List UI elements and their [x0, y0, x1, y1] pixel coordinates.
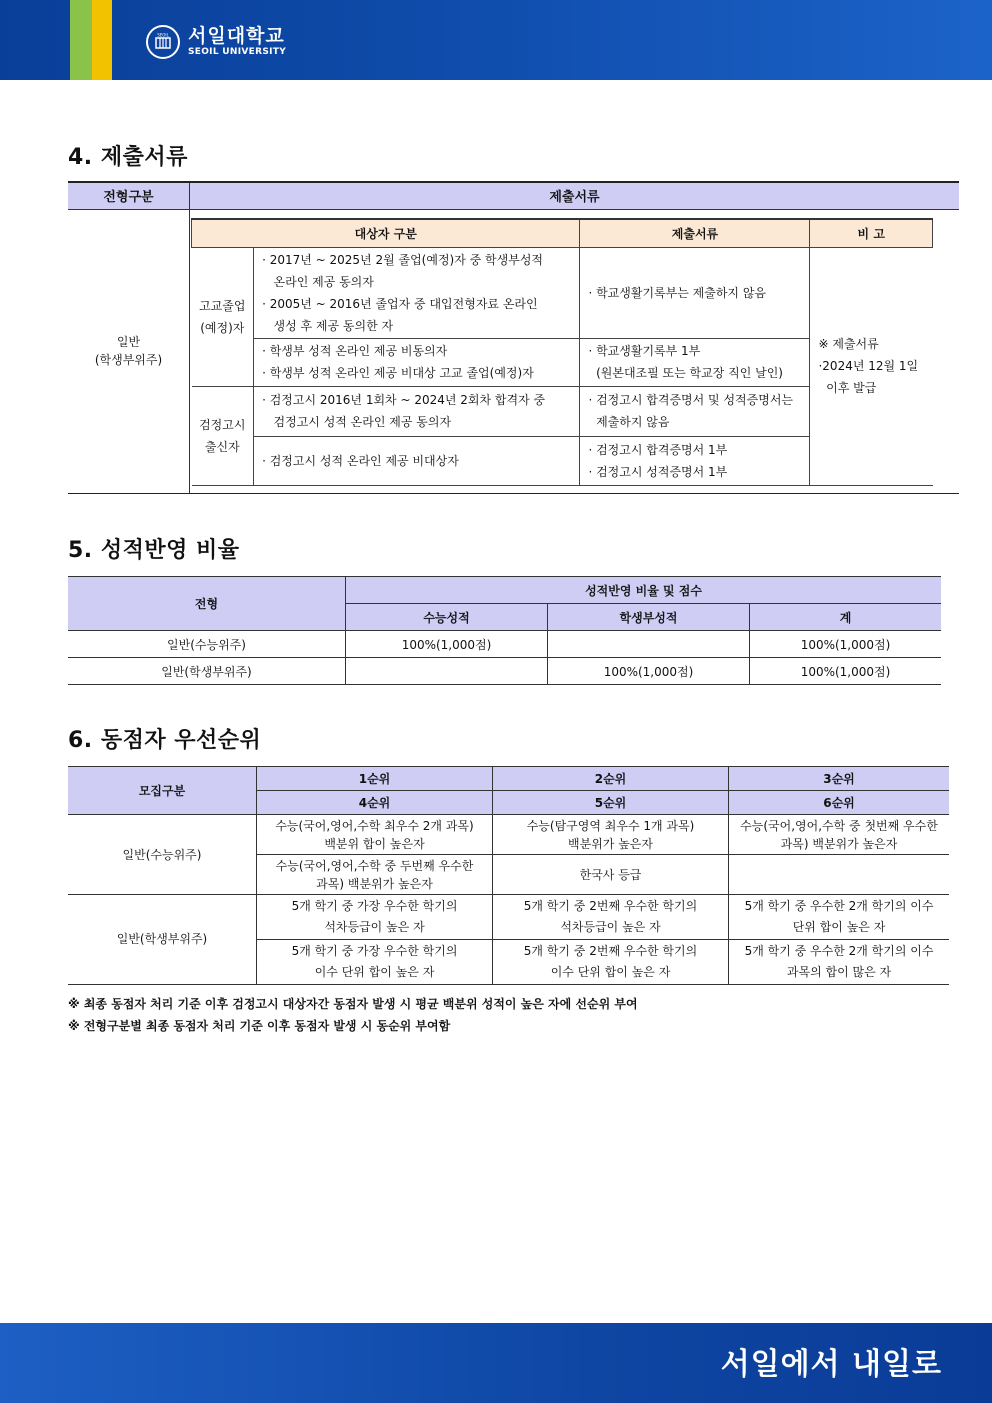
- school-rank-5: 5개 학기 중 2번째 우수한 학기의 이수 단위 합이 높은 자: [493, 940, 729, 985]
- target-row-1: · 2017년 ~ 2025년 2월 졸업(예정)자 중 학생부성적 온라인 제공 동의자 · 2005년 ~ 2016년 졸업자 중 대입전형자료 온라인 생성 후 제공 동의한 자: [254, 247, 580, 338]
- docs-row-1: · 학교생활기록부는 제출하지 않음: [580, 247, 810, 338]
- logo-korean-name: 서일대학교: [188, 25, 285, 47]
- docs-row-3: · 검정고시 합격증명서 및 성적증명서는 제출하지 않음: [580, 386, 810, 436]
- inner-note-header: 비 고: [810, 219, 933, 247]
- suneung-rank-5: 한국사 등급: [493, 855, 729, 895]
- section-6-title: 6. 동점자 우선순위: [68, 728, 262, 753]
- tiebreak-note-2: ※ 전형구분별 최종 동점자 처리 기준 이후 동점자 발생 시 동순위 부여함: [68, 1019, 451, 1033]
- score-ratio-table: [68, 576, 941, 685]
- score-col-suneung: 수능성적: [346, 604, 548, 631]
- rank-2: 2순위: [493, 767, 729, 791]
- target-row-2: · 학생부 성적 온라인 제공 비동의자 · 학생부 성적 온라인 제공 비대상 고교 졸업(예정)자: [254, 338, 580, 386]
- logo-emblem-icon: [146, 25, 180, 59]
- tiebreak-note-1: ※ 최종 동점자 처리 기준 이후 검정고시 대상자간 동점자 발생 시 평균 백분위 성적이 높은 자에 선순위 부여: [68, 997, 638, 1011]
- group-suneung: 일반(수능위주): [68, 815, 257, 895]
- type-general-school-record: 일반 (학생부위주): [68, 209, 190, 493]
- school-rank-2: 5개 학기 중 2번째 우수한 학기의 석차등급이 높은 자: [493, 895, 729, 940]
- logo-badge-text: SEOIL: [157, 32, 169, 38]
- section-5-title: 5. 성적반영 비율: [68, 538, 240, 563]
- university-logo[interactable]: [146, 22, 286, 62]
- score-col-type: 전형: [68, 577, 346, 631]
- inner-target-header: 대상자 구분: [192, 219, 580, 247]
- rank-5: 5순위: [493, 791, 729, 815]
- school-rank-3: 5개 학기 중 우수한 2개 학기의 이수 단위 합이 높은 자: [729, 895, 950, 940]
- score-col-group: 성적반영 비율 및 점수: [346, 577, 942, 604]
- docs-row-4: · 검정고시 합격증명서 1부 · 검정고시 성적증명서 1부: [580, 436, 810, 485]
- suneung-rank-1: 수능(국어,영어,수학 최우수 2개 과목) 백분위 합이 높은자: [257, 815, 493, 855]
- col-docs-header: 제출서류: [190, 182, 960, 209]
- tie-col-type: 모집구분: [68, 767, 257, 815]
- school-rank-6: 5개 학기 중 우수한 2개 학기의 이수 과목의 합이 많은 자: [729, 940, 950, 985]
- tiebreak-priority-table: [68, 766, 949, 985]
- inner-docs-header: 제출서류: [580, 219, 810, 247]
- header-stripe-yellow: [92, 0, 112, 80]
- group-ged-holder: 검정고시 출신자: [192, 386, 254, 485]
- school-rank-1: 5개 학기 중 가장 우수한 학기의 석차등급이 높은 자: [257, 895, 493, 940]
- docs-row-2: · 학교생활기록부 1부 (원본대조필 또는 학교장 직인 날인): [580, 338, 810, 386]
- score-col-school: 학생부성적: [548, 604, 750, 631]
- rank-1: 1순위: [257, 767, 493, 791]
- table-row: 일반(수능위주) 100%(1,000점) 100%(1,000점): [68, 631, 941, 658]
- target-row-3: · 검정고시 2016년 1회차 ~ 2024년 2회차 합격자 중 검정고시 성적 온라인 제공 동의자: [254, 386, 580, 436]
- col-type-header: 전형구분: [68, 182, 190, 209]
- score-col-total: 계: [750, 604, 942, 631]
- table-row: 일반(학생부위주) 100%(1,000점) 100%(1,000점): [68, 658, 941, 685]
- rank-3: 3순위: [729, 767, 950, 791]
- target-row-4: · 검정고시 성적 온라인 제공 비대상자: [254, 436, 580, 485]
- remark-cell: ※ 제출서류 ·2024년 12월 1일 이후 발급: [810, 247, 933, 485]
- group-highschool-grad: 고교졸업 (예정)자: [192, 247, 254, 386]
- page-header: [0, 0, 992, 80]
- suneung-rank-2: 수능(탐구영역 최우수 1개 과목) 백분위가 높은자: [493, 815, 729, 855]
- logo-english-name: SEOIL UNIVERSITY: [188, 47, 287, 57]
- suneung-rank-6: [729, 855, 950, 895]
- footer-slogan: 서일에서 내일로: [720, 1347, 942, 1382]
- school-rank-4: 5개 학기 중 가장 우수한 학기의 이수 단위 합이 높은 자: [257, 940, 493, 985]
- page-footer: [0, 1323, 992, 1403]
- submission-docs-inner-table: [191, 218, 933, 486]
- header-stripe-green: [70, 0, 92, 80]
- suneung-rank-3: 수능(국어,영어,수학 중 첫번째 우수한 과목) 백분위가 높은자: [729, 815, 950, 855]
- rank-4: 4순위: [257, 791, 493, 815]
- suneung-rank-4: 수능(국어,영어,수학 중 두번째 우수한 과목) 백분위가 높은자: [257, 855, 493, 895]
- section-4-title: 4. 제출서류: [68, 145, 188, 170]
- group-school-record: 일반(학생부위주): [68, 895, 257, 985]
- rank-6: 6순위: [729, 791, 950, 815]
